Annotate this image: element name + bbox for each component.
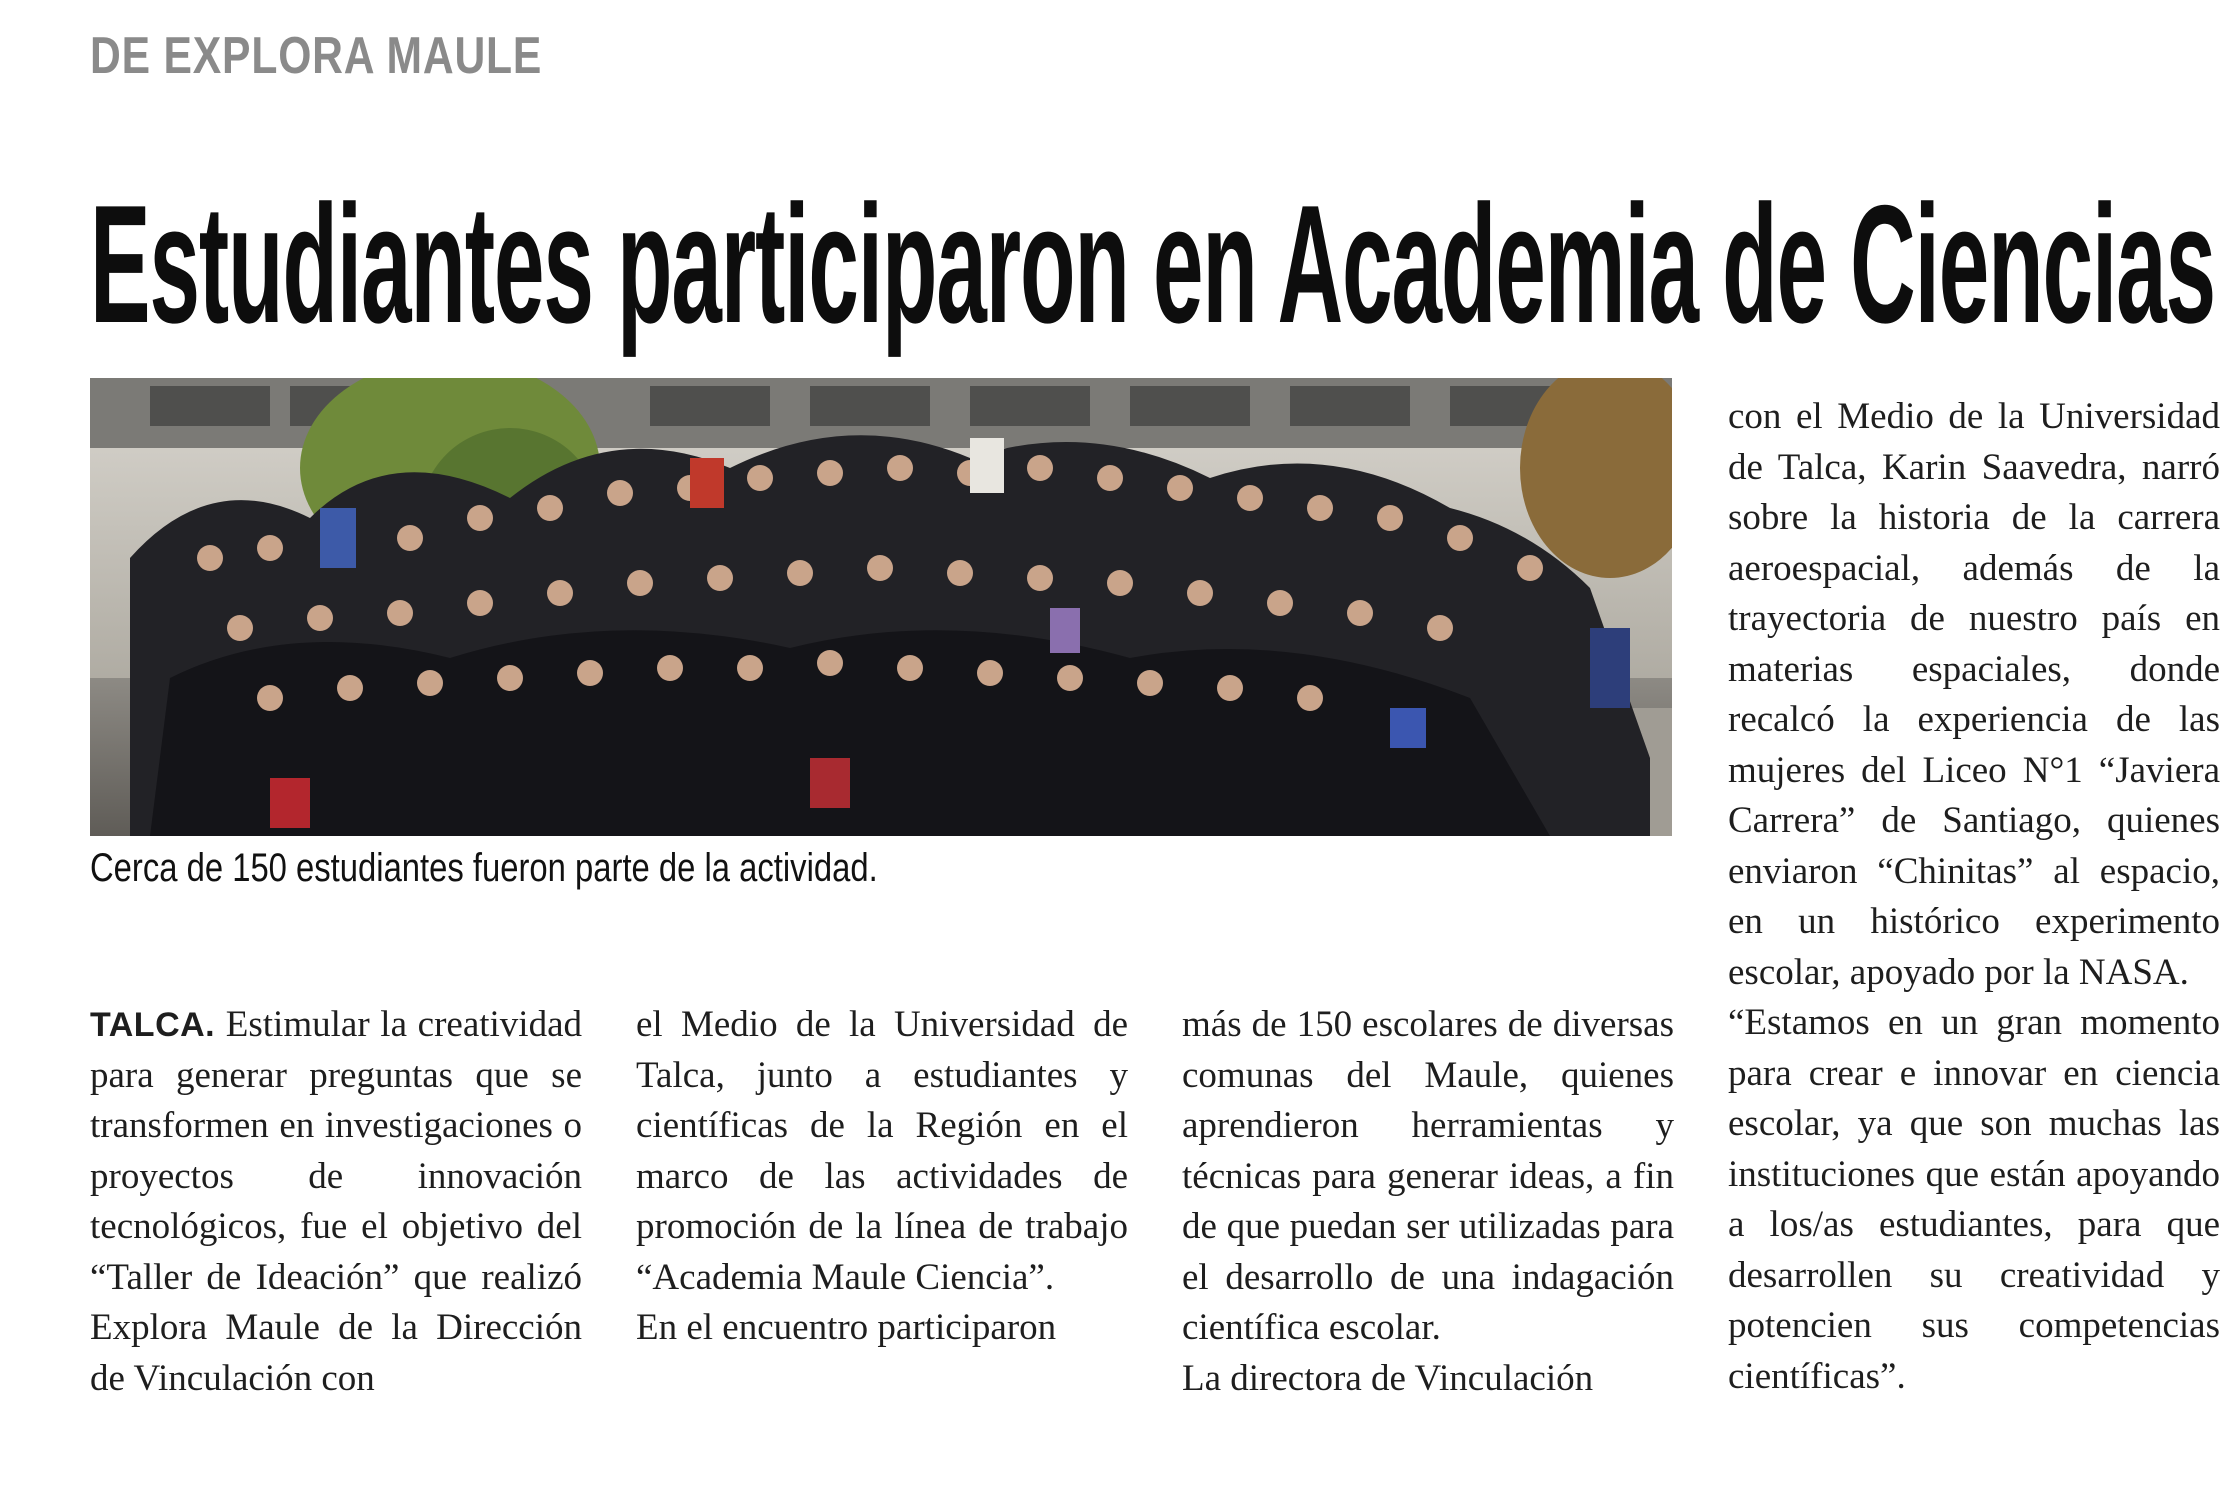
dateline: TALCA. bbox=[90, 1006, 216, 1044]
column-4-paragraph-2: “Estamos en un gran momento para crear e innovar en ciencia escolar, ya que son muchas las instituciones que están apoyando a los/as estudiantes, para que desarrollen su creatividad y potencien sus competencias científicas”. bbox=[1728, 1002, 2220, 1397]
section-kicker: DE EXPLORA MAULE bbox=[90, 27, 543, 85]
column-3-paragraph-1: más de 150 escolares de diversas comunas del Maule, quienes aprendieron herramientas y técnicas para generar ideas, a fin de que puedan ser utilizadas para el desarrollo de una indagación científica escolar. bbox=[1182, 1004, 1674, 1348]
article-column-2 bbox=[636, 1000, 1128, 1354]
column-3-paragraph-2: La directora de Vinculación bbox=[1182, 1357, 1594, 1399]
photo-caption: Cerca de 150 estudiantes fueron parte de la actividad. bbox=[90, 846, 878, 890]
column-2-paragraph-1: el Medio de la Universidad de Talca, junto a estudiantes y científicas de la Región en el marco de las actividades de promoción de la línea de trabajo “Academia Maule Ciencia”. bbox=[636, 1004, 1128, 1298]
column-1-text: Estimular la creatividad para generar preguntas que se transformen en investigaciones o proyectos de innovación tecnológicos, fue el objetivo del “Taller de Ideación” que realizó Explora Maule de la Dirección de Vinculación con bbox=[90, 1004, 582, 1399]
article-column-1 bbox=[90, 1000, 582, 1404]
column-2-paragraph-2: En el encuentro participaron bbox=[636, 1307, 1057, 1348]
group-photo-students-icon bbox=[90, 378, 1672, 836]
article-photo bbox=[90, 378, 1672, 836]
headline: Estudiantes participaron en Academia de Ciencias bbox=[90, 170, 2215, 358]
column-4-paragraph-1: con el Medio de la Universidad de Talca, Karin Saavedra, narró sobre la historia de la carrera aeroespacial, además de la trayectoria de nuestro país en materias espaciales, donde recalcó la experiencia de las mujeres del Liceo N°1 “Javiera Carrera” de Santiago, quienes enviaron “Chinitas” al espacio, en un histórico experimento escolar, apoyado por la NASA. bbox=[1728, 396, 2220, 993]
article-column-4 bbox=[1728, 392, 2220, 1402]
article-column-3 bbox=[1182, 1000, 1674, 1404]
